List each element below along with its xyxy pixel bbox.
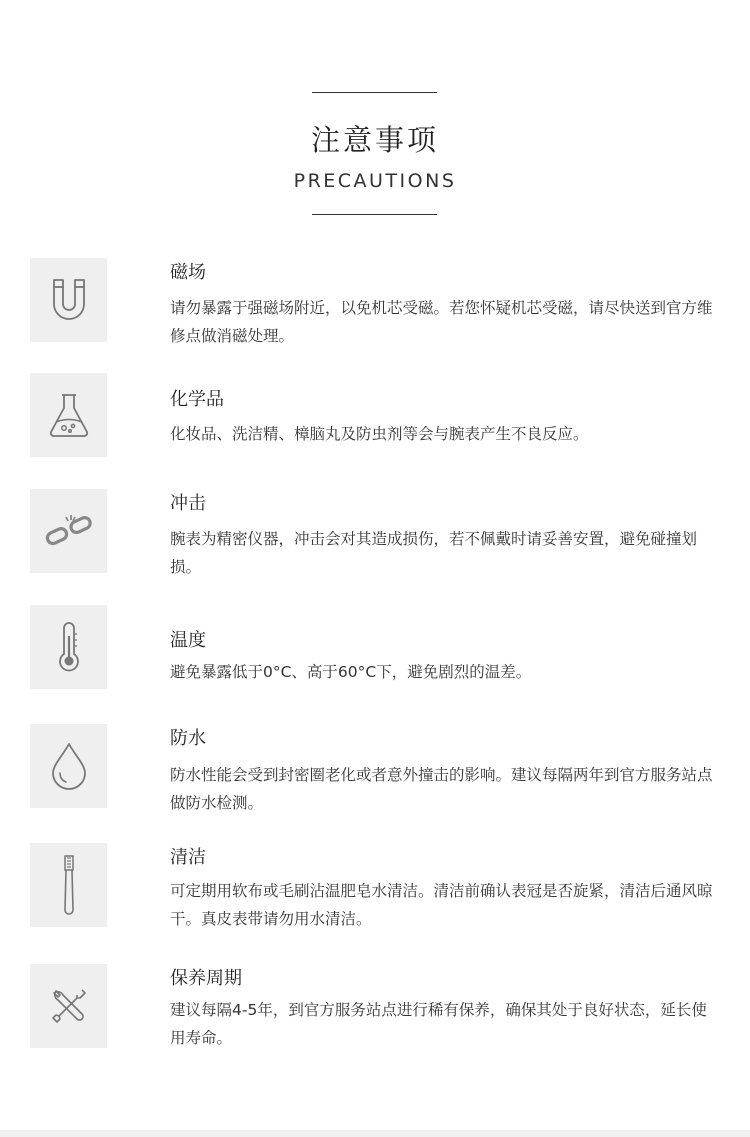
brush-icon (30, 843, 107, 927)
tools-icon (30, 964, 107, 1048)
precaution-description: 化妆品、洗洁精、樟脑丸及防虫剂等会与腕表产生不良反应。 (170, 425, 589, 443)
precaution-title: 冲击 (170, 493, 206, 514)
precaution-description: 防水性能会受到封密圈老化或者意外撞击的影响。建议每隔两年到官方服务站点做防水检测。 (170, 766, 713, 812)
precaution-title: 化学品 (170, 389, 224, 410)
water-drop-icon (30, 724, 107, 808)
magnet-icon (30, 258, 107, 342)
precaution-title: 保养周期 (170, 968, 242, 989)
precaution-title: 磁场 (170, 262, 206, 283)
precaution-title: 防水 (170, 728, 206, 749)
precaution-description: 请勿暴露于强磁场附近，以免机芯受磁。若您怀疑机芯受磁，请尽快送到官方维修点做消磁处理。 (170, 299, 713, 345)
precaution-description: 腕表为精密仪器，冲击会对其造成损伤，若不佩戴时请妥善安置，避免碰撞划损。 (170, 530, 698, 576)
precaution-title: 温度 (170, 630, 206, 651)
precaution-description: 可定期用软布或毛刷沾温肥皂水清洁。清洁前确认表冠是否旋紧，清洁后通风晾干。真皮表带请勿用水清洁。 (170, 882, 713, 928)
precaution-description: 避免暴露低于0°C、高于60°C下，避免剧烈的温差。 (170, 663, 532, 681)
precaution-description: 建议每隔4-5年，到官方服务站点进行稀有保养，确保其处于良好状态，延长使用寿命。 (170, 1001, 707, 1047)
page-subtitle: PRECAUTIONS (293, 170, 457, 192)
footer-strip (0, 1130, 750, 1137)
broken-chain-icon (30, 489, 107, 573)
flask-icon (30, 373, 107, 457)
thermometer-icon (30, 605, 107, 689)
header-top-rule (312, 92, 437, 93)
page-title: 注意事项 (310, 123, 439, 157)
precaution-title: 清洁 (170, 847, 206, 868)
header-bottom-rule (312, 214, 437, 215)
